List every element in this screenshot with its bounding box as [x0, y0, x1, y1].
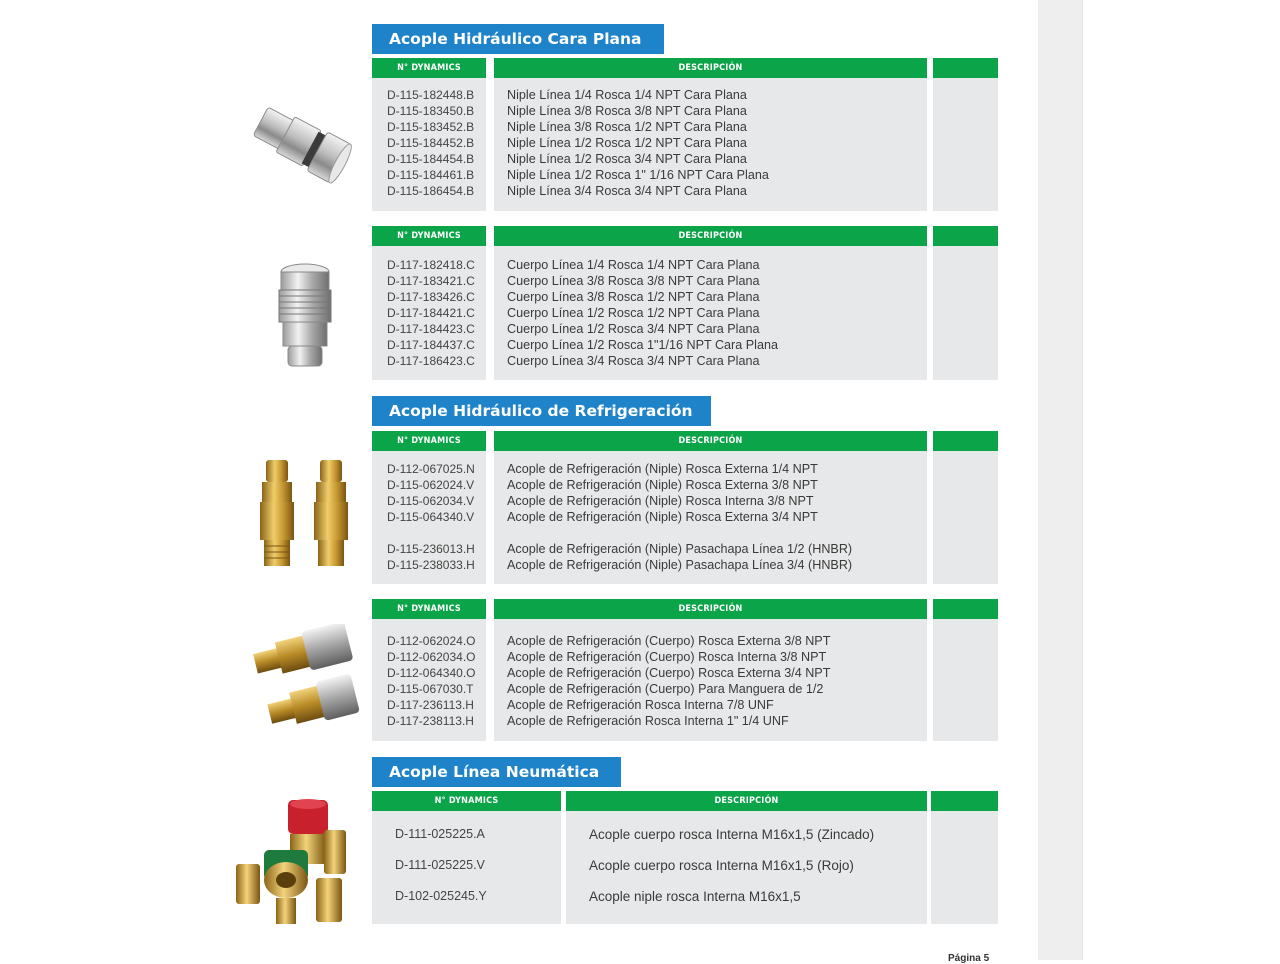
product-code: D-115-062024.V: [387, 478, 475, 492]
product-code: D-102-025245.Y: [395, 889, 487, 903]
product-description: Acople cuerpo rosca Interna M16x1,5 (Rojo): [589, 858, 854, 873]
product-description: Acople cuerpo rosca Interna M16x1,5 (Zincado): [589, 827, 875, 842]
table3-header-code: N° DYNAMICS: [372, 431, 486, 451]
table2-extra-cell: [933, 246, 998, 380]
product-description: Acople niple rosca Interna M16x1,5: [589, 889, 801, 904]
refrigeration-nipples-image: [250, 456, 362, 572]
product-code: D-117-238113.H: [387, 714, 474, 728]
product-code: D-111-025225.A: [395, 827, 485, 841]
table5-codes: [395, 819, 487, 912]
table4-header-extra: [933, 599, 998, 619]
section-title-refrigeracion: Acople Hidráulico de Refrigeración: [372, 396, 711, 426]
table3-header-extra: [933, 431, 998, 451]
product-code: D-112-062024.O: [387, 634, 476, 648]
table1-header-extra: [933, 58, 998, 78]
table2-header-desc: DESCRIPCIÓN: [494, 226, 927, 246]
page-side-strip: [1038, 0, 1082, 960]
table3-codes: [387, 461, 475, 573]
product-code: D-115-183452.B: [387, 120, 475, 134]
section-title-cara-plana: Acople Hidráulico Cara Plana: [372, 24, 664, 54]
table4-header-code: N° DYNAMICS: [372, 599, 486, 619]
table3-descriptions: [507, 461, 852, 573]
product-description: Cuerpo Línea 1/4 Rosca 1/4 NPT Cara Plana: [507, 258, 760, 272]
flat-face-nipple-image: [248, 96, 358, 196]
product-description: Niple Línea 1/4 Rosca 1/4 NPT Cara Plana: [507, 88, 747, 102]
product-code: D-115-183450.B: [387, 104, 475, 118]
page-side-strip-edge: [1082, 0, 1083, 960]
product-code: D-115-238033.H: [387, 558, 475, 572]
product-description: Cuerpo Línea 3/4 Rosca 3/4 NPT Cara Plana: [507, 354, 760, 368]
table2-header-code: N° DYNAMICS: [372, 226, 486, 246]
product-code: D-117-183421.C: [387, 274, 475, 288]
product-code: D-115-182448.B: [387, 88, 475, 102]
table4-extra-cell: [933, 619, 998, 741]
table5-header-code: N° DYNAMICS: [372, 791, 561, 811]
flat-face-body-image: [270, 260, 340, 372]
product-description: Acople de Refrigeración (Niple) Rosca Externa 1/4 NPT: [507, 462, 818, 476]
product-description: Niple Línea 1/2 Rosca 1" 1/16 NPT Cara Plana: [507, 168, 769, 182]
product-code: D-115-236013.H: [387, 542, 475, 556]
table2-codes: [387, 257, 475, 369]
product-code: D-117-183426.C: [387, 290, 475, 304]
product-code: D-115-184454.B: [387, 152, 475, 166]
product-code: D-117-184421.C: [387, 306, 475, 320]
pneumatic-couplers-image: [228, 794, 358, 928]
product-code: D-112-067025.N: [387, 462, 475, 476]
product-description: Acople de Refrigeración (Cuerpo) Rosca Externa 3/8 NPT: [507, 634, 831, 648]
product-code: D-112-064340.O: [387, 666, 476, 680]
product-code: D-115-064340.V: [387, 510, 475, 524]
product-code: D-115-184452.B: [387, 136, 475, 150]
page-number: Página 5: [948, 953, 990, 964]
refrigeration-bodies-image: [248, 624, 360, 730]
product-description: Niple Línea 3/8 Rosca 1/2 NPT Cara Plana: [507, 120, 747, 134]
table4-descriptions: [507, 633, 830, 729]
product-description: Niple Línea 1/2 Rosca 1/2 NPT Cara Plana: [507, 136, 747, 150]
product-description: Cuerpo Línea 1/2 Rosca 1"1/16 NPT Cara Plana: [507, 338, 778, 352]
product-code: D-115-184461.B: [387, 168, 475, 182]
product-code: D-117-184437.C: [387, 338, 475, 352]
product-description: Acople de Refrigeración (Cuerpo) Rosca Interna 3/8 NPT: [507, 650, 827, 664]
product-code: D-115-062034.V: [387, 494, 475, 508]
table2-header-extra: [933, 226, 998, 246]
product-code: D-115-067030.T: [387, 682, 474, 696]
table5-descriptions: [589, 819, 874, 912]
product-code: D-117-236113.H: [387, 698, 474, 712]
table2-descriptions: [507, 257, 778, 369]
product-description: Niple Línea 3/4 Rosca 3/4 NPT Cara Plana: [507, 184, 747, 198]
product-description: Acople de Refrigeración (Cuerpo) Para Manguera de 1/2: [507, 682, 824, 696]
table4-header-desc: DESCRIPCIÓN: [494, 599, 927, 619]
table5-header-desc: DESCRIPCIÓN: [566, 791, 927, 811]
table3-header-desc: DESCRIPCIÓN: [494, 431, 927, 451]
table1-codes: [387, 87, 474, 199]
product-description: Acople de Refrigeración (Niple) Rosca Interna 3/8 NPT: [507, 494, 814, 508]
product-description: Acople de Refrigeración Rosca Interna 7/8 UNF: [507, 698, 774, 712]
table3-extra-cell: [933, 451, 998, 584]
product-code: D-117-186423.C: [387, 354, 475, 368]
product-code: D-117-182418.C: [387, 258, 475, 272]
product-code: D-111-025225.V: [395, 858, 485, 872]
table1-descriptions: [507, 87, 769, 199]
section-title-neumatica: Acople Línea Neumática: [372, 757, 621, 787]
table1-extra-cell: [933, 78, 998, 211]
product-description: Cuerpo Línea 3/8 Rosca 1/2 NPT Cara Plana: [507, 290, 760, 304]
product-description: Cuerpo Línea 3/8 Rosca 3/8 NPT Cara Plana: [507, 274, 760, 288]
product-description: Acople de Refrigeración (Cuerpo) Rosca Externa 3/4 NPT: [507, 666, 831, 680]
product-description: Acople de Refrigeración Rosca Interna 1" 1/4 UNF: [507, 714, 789, 728]
product-description: Niple Línea 3/8 Rosca 3/8 NPT Cara Plana: [507, 104, 747, 118]
table4-codes: [387, 633, 476, 729]
table1-header-code: N° DYNAMICS: [372, 58, 486, 78]
product-code: D-115-186454.B: [387, 184, 475, 198]
table1-header-desc: DESCRIPCIÓN: [494, 58, 927, 78]
product-description: Acople de Refrigeración (Niple) Rosca Externa 3/4 NPT: [507, 510, 818, 524]
product-description: Cuerpo Línea 1/2 Rosca 1/2 NPT Cara Plana: [507, 306, 760, 320]
table5-header-extra: [931, 791, 998, 811]
product-description: Acople de Refrigeración (Niple) Pasachapa Línea 3/4 (HNBR): [507, 558, 853, 572]
product-description: Niple Línea 1/2 Rosca 3/4 NPT Cara Plana: [507, 152, 747, 166]
product-description: Cuerpo Línea 1/2 Rosca 3/4 NPT Cara Plana: [507, 322, 760, 336]
product-code: D-112-062034.O: [387, 650, 476, 664]
table5-extra-cell: [931, 811, 998, 924]
product-code: D-117-184423.C: [387, 322, 475, 336]
product-description: Acople de Refrigeración (Niple) Pasachapa Línea 1/2 (HNBR): [507, 542, 853, 556]
product-description: Acople de Refrigeración (Niple) Rosca Externa 3/8 NPT: [507, 478, 818, 492]
